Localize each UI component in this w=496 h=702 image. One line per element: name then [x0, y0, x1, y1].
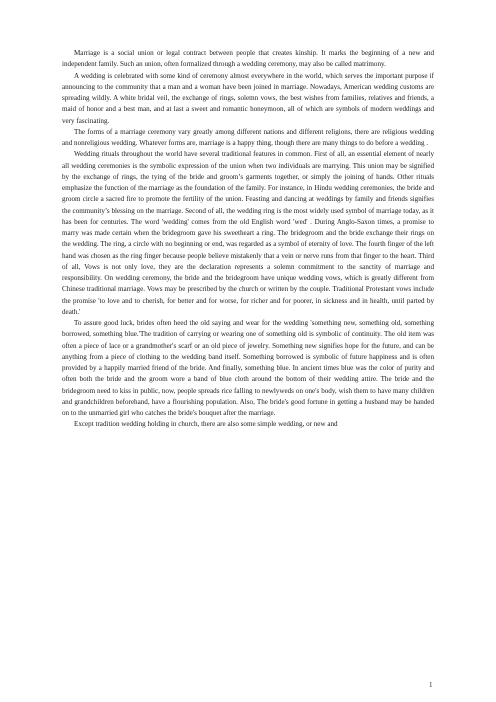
page-number: 1	[429, 681, 433, 689]
paragraph-ceremony-forms: The forms of a marriage ceremony vary greatly among different nations and different religions, there are religious wedding and nonreligious wedding. Whatever forms are, marriage is a happy thing, though there are many things to do before a wedding .	[62, 127, 434, 147]
paragraph-wedding-ceremony: A wedding is celebrated with some kind of ceremony almost everywhere in the world, which serves the important purpose if announcing to the community that a man and a woman have been joined in marriage. Nowadays, American wedding customs are spreading wildly. A white bridal veil, the exchange of rings, solemn vows, the best wishes from families, relatives and friends, a maid of honor and a best man, and at last a sweet and romantic honeymoon, all of which are symbols of modern weddings and very fascinating.	[62, 71, 434, 125]
document-body	[62, 48, 434, 431]
paragraph-marriage-definition: Marriage is a social union or legal contract between people that creates kinship. It marks the beginning of a new and independent family. Such an union, often formalized through a wedding ceremony, may also be called matrimony.	[62, 49, 434, 69]
paragraph-other-weddings: Except tradition wedding holding in church, there are also some simple wedding, or new and	[74, 420, 338, 429]
paragraph-good-luck-customs: To assure good luck, brides often heed the old saying and wear for the wedding 'something new, something old, something borrowed, something blue.'The tradition of carrying or wearing one of something old is symbolic of continuity. The old item was often a piece of lace or a grandmother's scarf or an old piece of jewelry. Something new signifies hope for the future, and can be anything from a piece of clothing to the wedding band itself. Something borrowed is symbolic of future happiness and is often provided by a happily married friend of the bride. And finally, something blue. In ancient times blue was the color of purity and often both the bride and the groom wore a band of blue cloth around the bottom of their wedding attire. The bride and the bridegroom need to kiss in public, now, people spreads rice falling to newlyweds on one's body, wish them to have many children and grandchildren beforehand, have a flourishing population. Also, The bride's good fortune in getting a husband may be handed on to the unmarried girl who catches the bride's bouquet after the marriage.	[62, 319, 434, 417]
paragraph-wedding-rituals: Wedding rituals throughout the world have several traditional features in common. First of all, an essential element of nearly all wedding ceremonies is the symbolic expression of the union when two individuals are marrying. This union may be signified by the exchange of rings, the tying of the bride and groom’s garments together, or simply the joining of hands. Other rituals emphasize the function of the marriage as the foundation of the family. For instance, in Hindu wedding ceremonies, the bride and groom circle a sacred fire to promote the fertility of the union. Feasting and dancing at weddings by family and friends signifies the community’s blessing on the marriage. Second of all, the wedding ring is the most widely used symbol of marriage today, as it has been for centuries. The word 'wedding' comes from the old English word 'wed' . During Anglo-Saxon times, a promise to marry was made certain when the bridegroom gave his sweetheart a ring. The bridegroom and the bride exchange their rings on the wedding. The ring, a circle with no beginning or end, was regarded as a symbol of eternity of love. The fourth finger of the left hand was chosen as the ring finger because people believe mistakenly that a vein or nerve runs from that finger to the heart. Third of all, Vows is not only love, they are the declaration represents a solemn commitment to the sanctity of marriage and responsibility. On wedding ceremony, the bride and the bridegroom have unique wedding vows, which is greatly different from Chinese traditional marriage. Vows may be prescribed by the church or written by the couple. Traditional Protestant vows include the promise 'to love and to cherish, for better and for worse, for richer and for poorer, in sickness and in health, until parted by death.'	[62, 150, 434, 316]
